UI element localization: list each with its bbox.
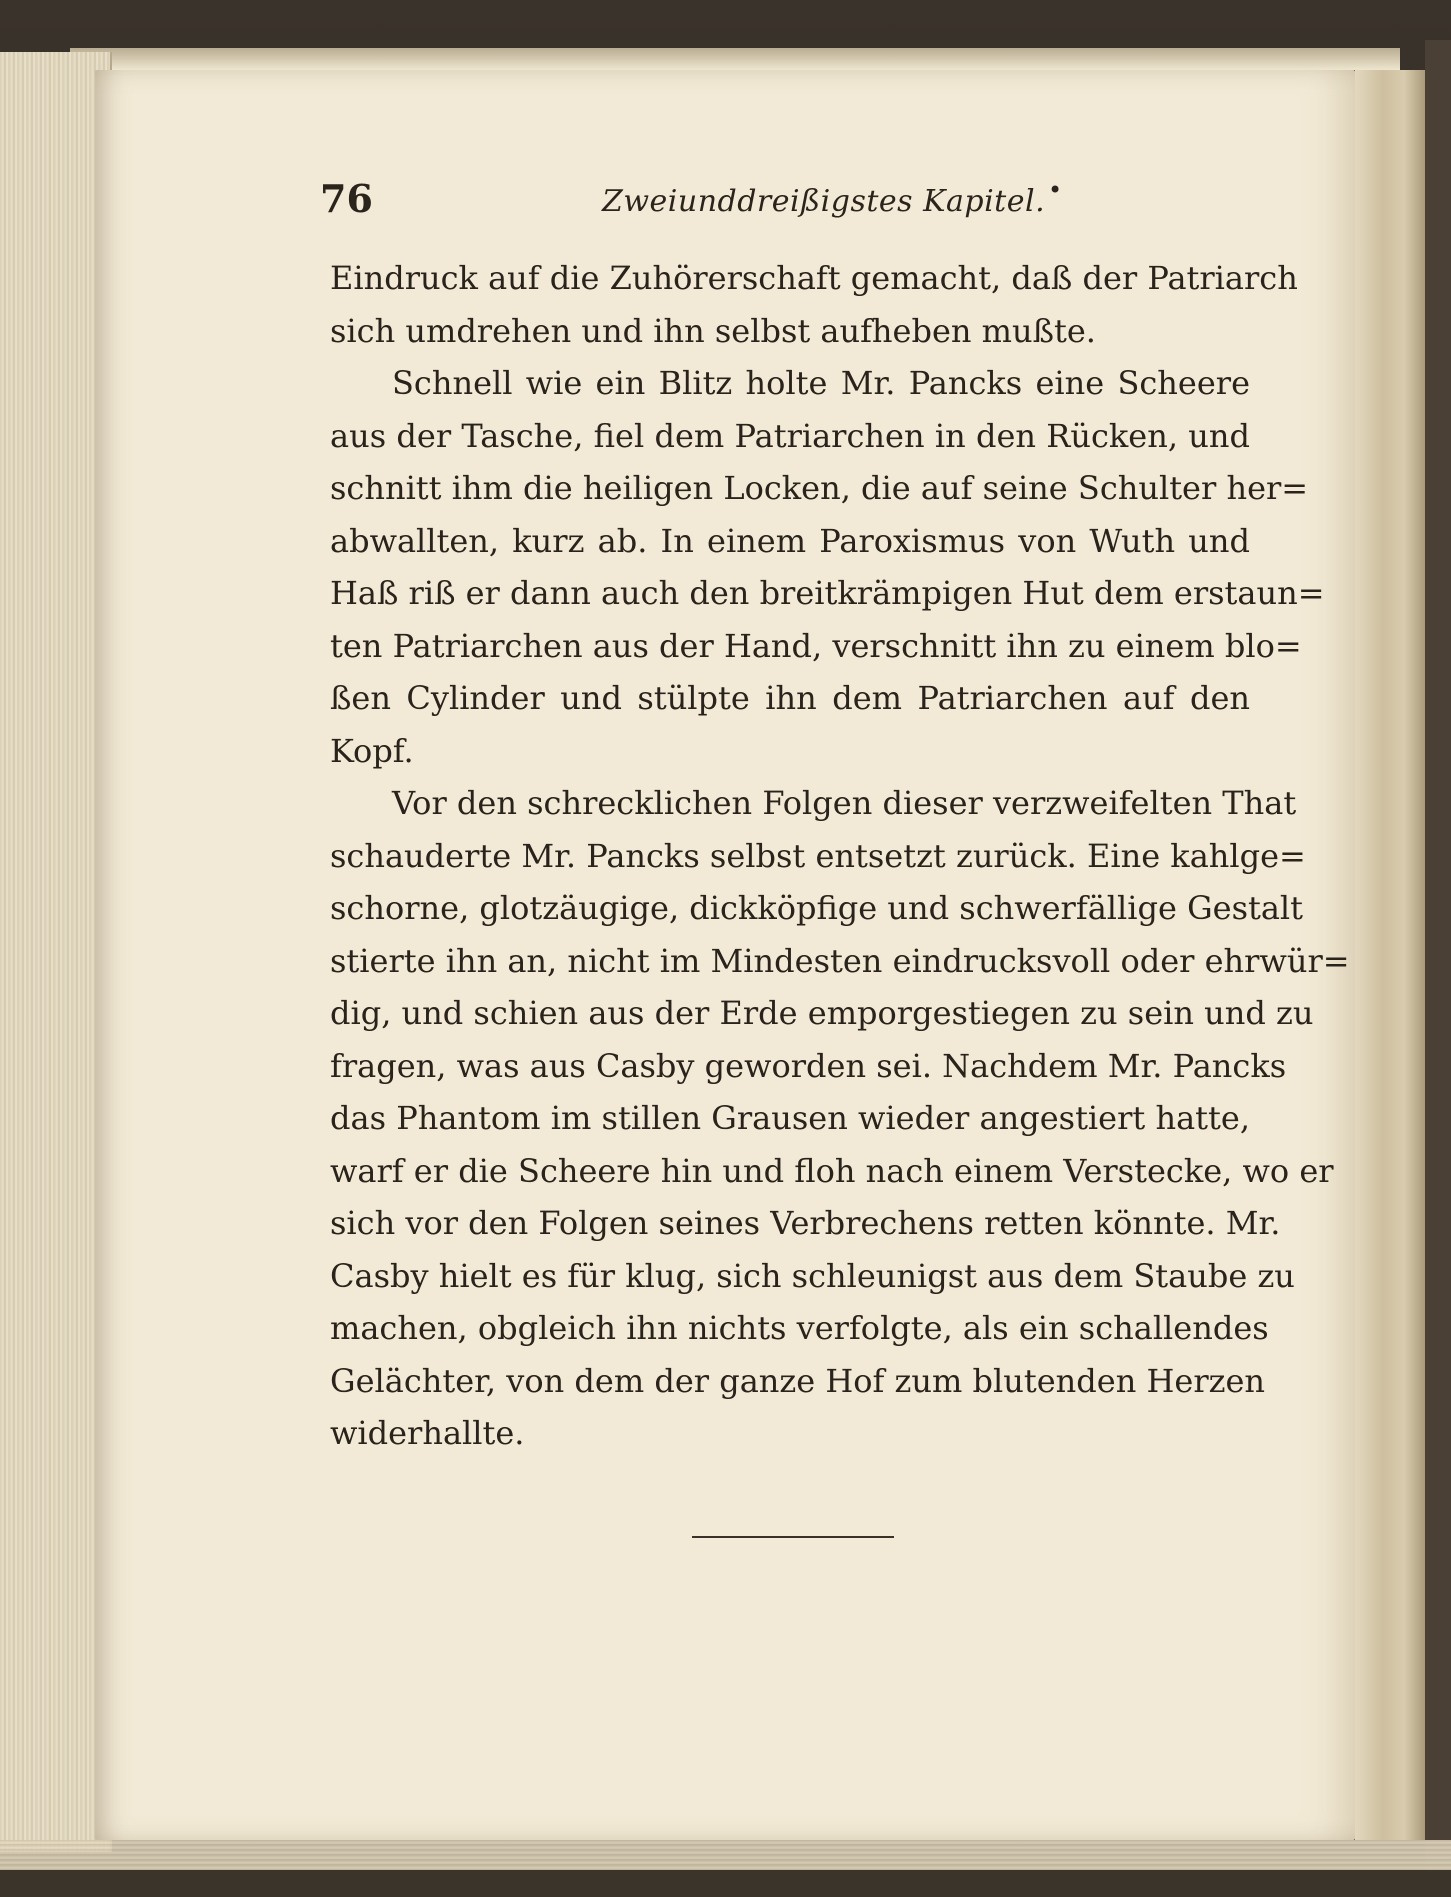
text-line: Casby hielt es für klug, sich schleunigst aus dem Staube zu [330,1256,1295,1295]
page-number: 76 [320,176,373,221]
page-header [320,176,1080,226]
text-line: Vor den schrecklichen Folgen dieser verzweifelten That [392,784,1297,822]
top-binding [70,48,1400,70]
text-line: dig, und schien aus der Erde emporgestiegen zu sein und zu [330,994,1314,1032]
text-line: sich umdrehen und ihn selbst aufheben mußte. [330,311,1096,350]
text-line: stierte ihn an, nicht im Mindesten eindrucksvoll oder ehrwür= [330,941,1350,980]
text-line: das Phantom im stillen Grausen wieder angestiert hatte, [330,1099,1250,1137]
text-line: Gelächter, von dem der ganze Hof zum blutenden Herzen [330,1361,1266,1400]
bottom-page-edges [0,1840,1451,1870]
text-line: Kopf. [330,731,414,770]
text-line: ten Patriarchen aus der Hand, verschnitt ihn zu einem blo= [330,626,1302,665]
text-line: schorne, glotzäugige, dickköpfige und schwerfällige Gestalt [330,889,1304,927]
text-line: warf er die Scheere hin und floh nach einem Verstecke, wo er [330,1151,1334,1190]
text-line: Schnell wie ein Blitz holte Mr. Pancks eine Scheere [392,364,1250,402]
text-line: machen, obgleich ihn nichts verfolgte, als ein schallendes [330,1309,1269,1347]
text-line: schnitt ihm die heiligen Locken, die auf seine Schulter her= [330,469,1309,507]
text-line: widerhallte. [330,1414,525,1452]
body-text [330,252,1350,1460]
text-line: Eindruck auf die Zuhörerschaft gemacht, daß der Patriarch [330,259,1298,297]
running-title: Zweiunddreißigstes Kapitel. [602,184,1046,219]
chapter-end-rule [692,1536,894,1538]
right-cover-edge [1425,40,1451,1870]
ornament-mark: • [1048,176,1063,204]
text-line: Haß riß er dann auch den breitkrämpigen Hut dem erstaun= [330,574,1325,612]
text-line: ßen Cylinder und stülpte ihn dem Patriarchen auf den [330,679,1250,717]
text-line: sich vor den Folgen seines Verbrechens retten könnte. Mr. [330,1204,1281,1242]
text-line: aus der Tasche, fiel dem Patriarchen in den Rücken, und [330,416,1250,455]
right-page-edges [1355,70,1425,1840]
text-line: abwallten, kurz ab. In einem Paroxismus von Wuth und [330,521,1250,560]
text-line: schauderte Mr. Pancks selbst entsetzt zurück. Eine kahlge= [330,836,1306,875]
text-line: fragen, was aus Casby geworden sei. Nachdem Mr. Pancks [330,1046,1287,1085]
